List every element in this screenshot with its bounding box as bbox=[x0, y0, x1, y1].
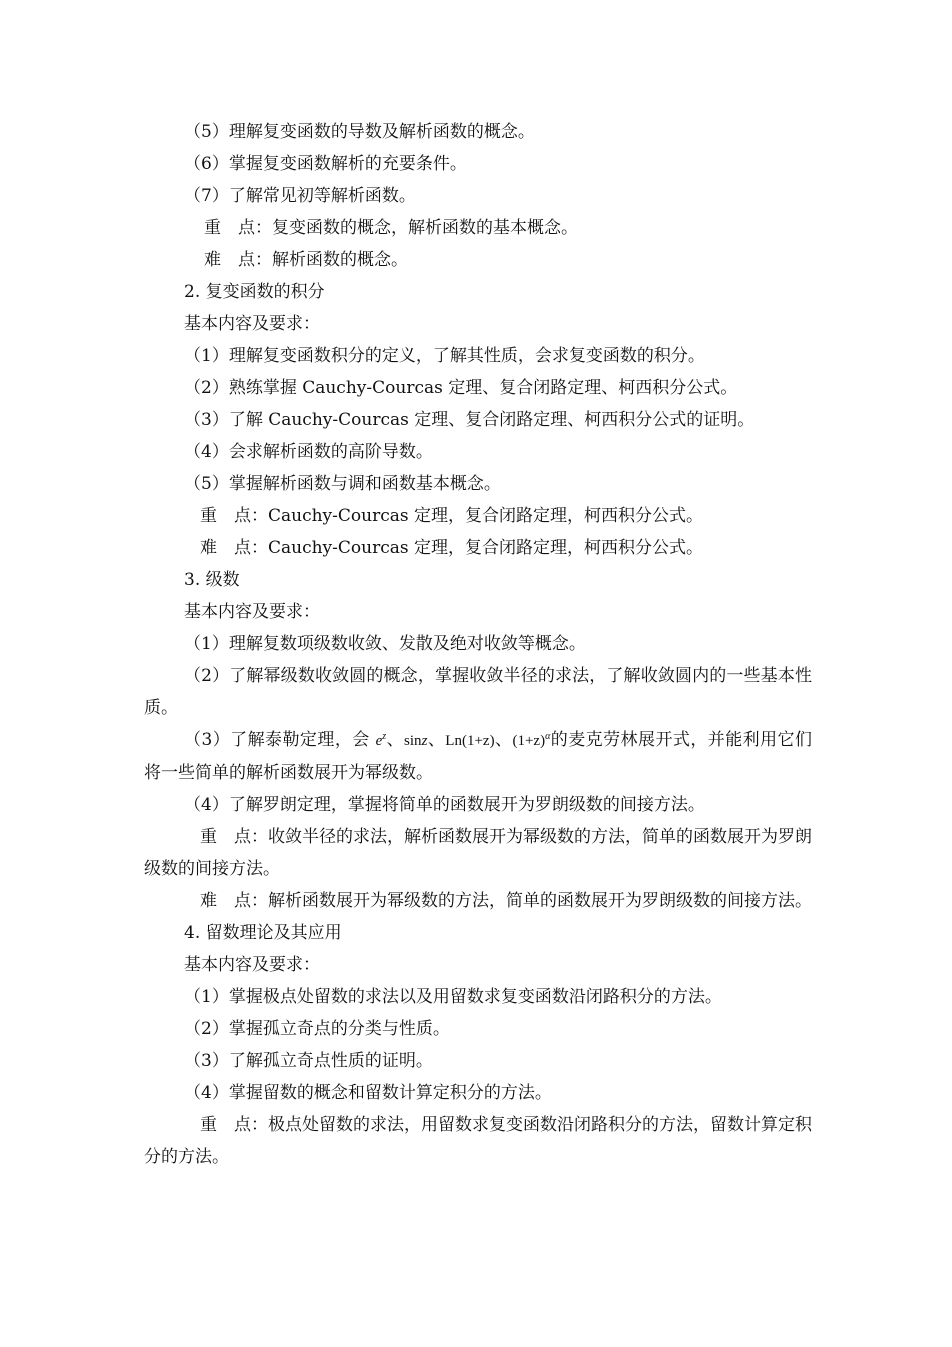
text-paragraph-with-formula bbox=[144, 724, 812, 789]
text-line: （2）掌握孤立奇点的分类与性质。 bbox=[184, 1019, 450, 1039]
key-point: 重 点：复变函数的概念，解析函数的基本概念。 bbox=[204, 218, 578, 238]
formula-e-exponent: z bbox=[382, 731, 387, 742]
formula-power: $(1+z)^\alpha$ bbox=[512, 731, 551, 749]
key-point: 重 点：Cauchy-Courcas 定理，复合闭路定理，柯西积分公式。 bbox=[200, 506, 704, 526]
formula-separator: 、 bbox=[494, 730, 513, 750]
text-paragraph: （2）了解幂级数收敛圆的概念，掌握收敛半径的求法，了解收敛圆内的一些基本性质。 bbox=[144, 666, 812, 718]
text-line: （4）会求解析函数的高阶导数。 bbox=[184, 442, 433, 462]
difficult-point: 难 点：解析函数展开为幂级数的方法，简单的函数展开为罗朗级数的间接方法。 bbox=[200, 891, 812, 911]
difficult-point: 难 点：Cauchy-Courcas 定理，复合闭路定理，柯西积分公式。 bbox=[200, 538, 704, 558]
text-line: （5）掌握解析函数与调和函数基本概念。 bbox=[184, 474, 501, 494]
subheading: 基本内容及要求： bbox=[184, 955, 320, 975]
subheading: 基本内容及要求： bbox=[184, 602, 320, 622]
text-line: （6）掌握复变函数解析的充要条件。 bbox=[184, 154, 467, 174]
text-line: （1）掌握极点处留数的求法以及用留数求复变函数沿闭路积分的方法。 bbox=[184, 987, 722, 1007]
formula-lead-text: （3）了解泰勒定理，会 bbox=[184, 730, 370, 750]
text-line: （4）了解罗朗定理，掌握将简单的函数展开为罗朗级数的间接方法。 bbox=[184, 795, 705, 815]
text-line: （4）掌握留数的概念和留数计算定积分的方法。 bbox=[184, 1083, 552, 1103]
document-body bbox=[144, 116, 812, 1173]
section-heading: 3. 级数 bbox=[184, 570, 240, 590]
section-heading: 2. 复变函数的积分 bbox=[184, 282, 325, 302]
text-line: （3）了解孤立奇点性质的证明。 bbox=[184, 1051, 433, 1071]
formula-sin: sinz bbox=[404, 733, 428, 749]
section-heading: 4. 留数理论及其应用 bbox=[184, 923, 342, 943]
formula-expression bbox=[376, 733, 387, 749]
key-point: 重 点：极点处留数的求法，用留数求复变函数沿闭路积分的方法，留数计算定积分的方法。 bbox=[144, 1115, 812, 1167]
text-line: （5）理解复变函数的导数及解析函数的概念。 bbox=[184, 122, 535, 142]
text-line: （1）理解复数项级数收敛、发散及绝对收敛等概念。 bbox=[184, 634, 586, 654]
difficult-point: 难 点：解析函数的概念。 bbox=[204, 250, 408, 270]
key-point: 重 点：收敛半径的求法，解析函数展开为幂级数的方法，简单的函数展开为罗朗级数的间接方法。 bbox=[144, 827, 812, 879]
text-line: （3）了解 Cauchy-Courcas 定理、复合闭路定理、柯西积分公式的证明。 bbox=[184, 410, 755, 430]
formula-separator: 、 bbox=[427, 730, 446, 750]
formula-separator: 、 bbox=[386, 730, 405, 750]
text-line: （2）熟练掌握 Cauchy-Courcas 定理、复合闭路定理、柯西积分公式。 bbox=[184, 378, 738, 398]
text-line: （1）理解复变函数积分的定义，了解其性质，会求复变函数的积分。 bbox=[184, 346, 705, 366]
formula-ln: Ln(1+z) bbox=[445, 733, 495, 749]
formula-trail-text: 的麦克劳林展开式，并能利用它们将一些简单的解析函数展开为幂级数。 bbox=[144, 730, 813, 783]
formula-e: e bbox=[375, 733, 383, 749]
text-line: （7）了解常见初等解析函数。 bbox=[184, 186, 416, 206]
subheading: 基本内容及要求： bbox=[184, 314, 320, 334]
